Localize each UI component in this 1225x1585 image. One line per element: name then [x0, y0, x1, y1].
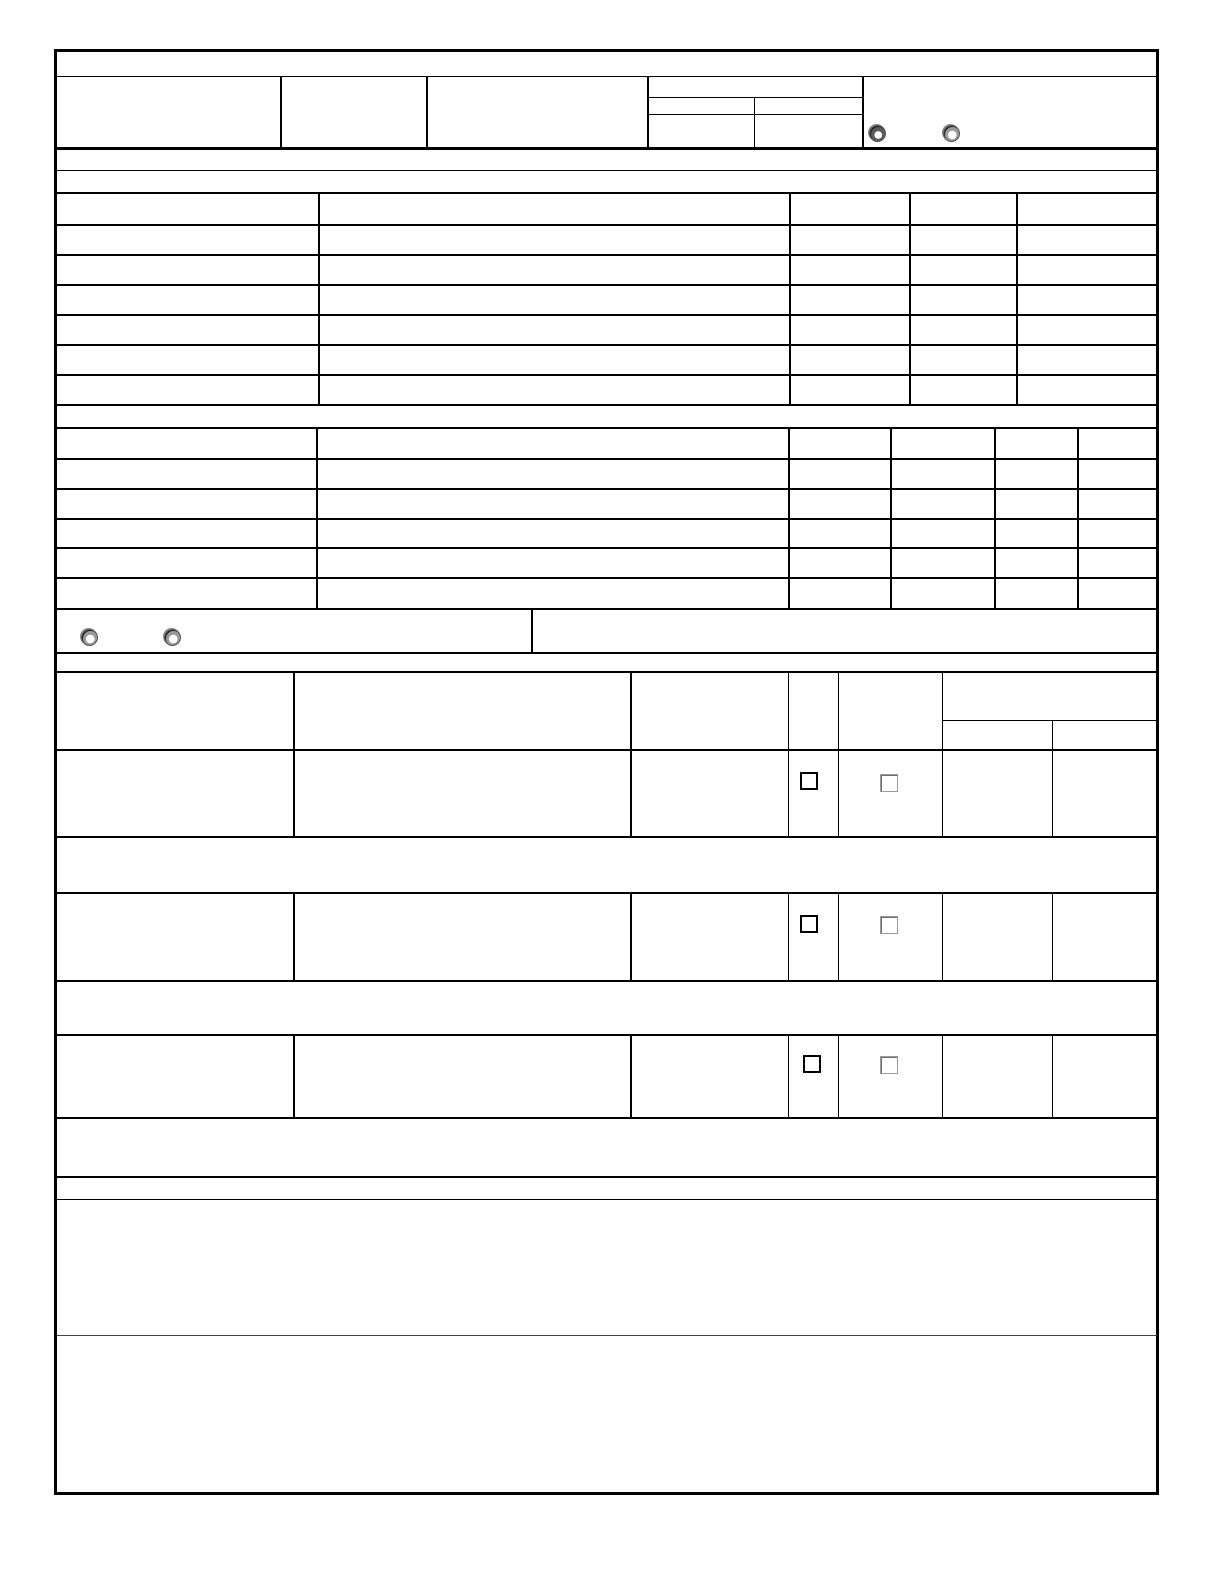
header-field-1[interactable] — [57, 77, 280, 148]
items-col-divider-6 — [1052, 1035, 1053, 1118]
radio-band-text-field[interactable] — [533, 610, 1157, 652]
item-1-notes-bottom-line — [57, 892, 1157, 894]
header-subfield-left[interactable] — [649, 115, 754, 148]
signature-text-area[interactable] — [57, 1336, 1157, 1492]
header-divider-4 — [862, 77, 864, 148]
items-col-divider-1 — [293, 1035, 295, 1118]
item-3-secondary-checkbox[interactable] — [880, 1056, 898, 1074]
table-a-row[interactable] — [57, 226, 1157, 254]
blank-form — [54, 49, 1159, 1495]
mid-radio-option-1[interactable] — [81, 629, 98, 646]
items-col-divider-2 — [630, 1035, 632, 1118]
table-a-row[interactable] — [57, 316, 1157, 344]
items-col-divider-5 — [942, 672, 943, 837]
table-b-row[interactable] — [57, 520, 1157, 547]
radio-band-bottom-line — [57, 652, 1157, 654]
items-col-divider-4 — [838, 893, 839, 981]
items-col-divider-2 — [630, 672, 632, 837]
items-col-divider-4 — [838, 1035, 839, 1118]
table-b-top-line — [57, 427, 1157, 429]
item-3-notes-bottom-line — [57, 1176, 1157, 1178]
table-a-row[interactable] — [57, 256, 1157, 284]
item-3-checkbox[interactable] — [803, 1055, 821, 1073]
table-b-row[interactable] — [57, 579, 1157, 608]
header-subgrid-divider — [754, 98, 755, 148]
items-col-divider-2 — [630, 893, 632, 981]
items-col-divider-1 — [293, 893, 295, 981]
remarks-text-area[interactable] — [57, 1200, 1157, 1334]
table-a-bottom-line — [57, 404, 1157, 406]
table-a-row[interactable] — [57, 346, 1157, 374]
mid-radio-option-2[interactable] — [164, 629, 181, 646]
table-a-row[interactable] — [57, 376, 1157, 404]
header-radio-option-1[interactable] — [869, 125, 886, 142]
items-section-top-line — [57, 671, 1157, 673]
header-radio-option-2[interactable] — [943, 125, 960, 142]
item-3-notes-field[interactable] — [57, 1119, 1157, 1175]
table-b-row[interactable] — [57, 460, 1157, 488]
items-col-divider-1 — [293, 672, 295, 837]
items-header-subline — [943, 720, 1157, 721]
table-a-row[interactable] — [57, 286, 1157, 314]
item-1-secondary-checkbox[interactable] — [880, 774, 898, 792]
header-subfield-right[interactable] — [756, 115, 862, 148]
table-b-row[interactable] — [57, 490, 1157, 518]
items-header-bottom-line — [57, 749, 1157, 751]
item-1-checkbox[interactable] — [800, 772, 818, 790]
items-col-divider-4 — [838, 672, 839, 837]
table-b-row[interactable] — [57, 549, 1157, 577]
section-band-line-2 — [57, 192, 1157, 194]
header-field-3[interactable] — [428, 77, 647, 148]
item-1-notes-field[interactable] — [57, 838, 1157, 891]
header-bottom-rule — [57, 147, 1157, 150]
items-col-divider-5 — [942, 1035, 943, 1118]
item-2-checkbox[interactable] — [800, 915, 818, 933]
items-col-divider-5 — [942, 893, 943, 981]
header-field-2[interactable] — [282, 77, 426, 148]
items-col-divider-3 — [788, 893, 789, 981]
items-col-divider-3 — [788, 1035, 789, 1118]
items-col-divider-3 — [788, 672, 789, 837]
header-subgrid-line-1 — [649, 97, 863, 98]
items-col-divider-6 — [1052, 893, 1053, 981]
items-col-divider-6 — [1052, 721, 1053, 837]
item-2-notes-bottom-line — [57, 1034, 1157, 1036]
item-2-secondary-checkbox[interactable] — [880, 916, 898, 934]
section-band-line-1 — [57, 170, 1157, 171]
item-2-notes-field[interactable] — [57, 982, 1157, 1033]
